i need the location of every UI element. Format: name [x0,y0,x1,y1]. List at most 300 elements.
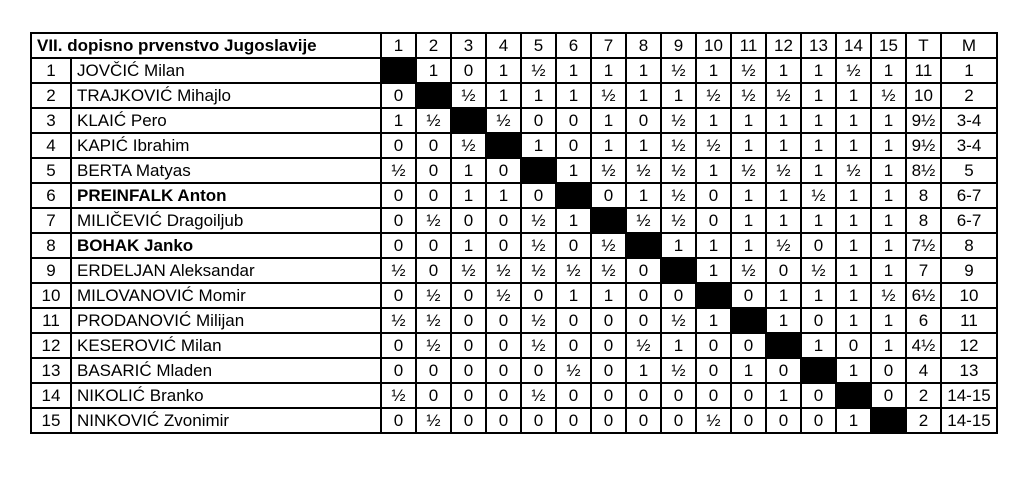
result-cell: 0 [416,233,451,258]
diagonal-cell [451,108,486,133]
result-cell: ½ [661,133,696,158]
result-cell: ½ [556,258,591,283]
player-name: TRAJKOVIĆ Mihajlo [71,83,381,108]
diagonal-cell [556,183,591,208]
result-cell: ½ [661,58,696,83]
table-title: VII. dopisno prvenstvo Jugoslavije [31,33,381,58]
result-cell: 1 [696,308,731,333]
result-cell: 0 [556,308,591,333]
total-points: 8 [906,208,941,233]
final-place: 3-4 [941,133,997,158]
result-cell: 0 [626,308,661,333]
player-number: 7 [31,208,71,233]
result-cell: 0 [381,133,416,158]
result-cell: 0 [416,383,451,408]
result-cell: 0 [696,208,731,233]
result-cell: 1 [836,108,871,133]
result-cell: 1 [731,108,766,133]
player-number: 3 [31,108,71,133]
result-cell: 0 [731,408,766,433]
result-cell: 1 [626,358,661,383]
result-cell: ½ [416,283,451,308]
result-cell: 0 [486,408,521,433]
result-cell: 1 [801,283,836,308]
diagonal-cell [381,58,416,83]
result-cell: 0 [381,283,416,308]
result-cell: 0 [591,333,626,358]
result-cell: 1 [486,58,521,83]
result-cell: ½ [591,233,626,258]
total-points: 9½ [906,108,941,133]
final-place: 13 [941,358,997,383]
result-cell: 0 [591,183,626,208]
result-cell: 0 [451,358,486,383]
player-row [31,408,997,433]
result-cell: 1 [801,58,836,83]
result-cell: ½ [381,383,416,408]
result-cell: ½ [731,258,766,283]
result-cell: 0 [521,283,556,308]
final-place: 1 [941,58,997,83]
result-cell: 0 [766,258,801,283]
player-name: JOVČIĆ Milan [71,58,381,83]
result-cell: 0 [661,383,696,408]
result-cell: 0 [451,408,486,433]
result-cell: 0 [626,108,661,133]
player-row [31,383,997,408]
result-cell: 0 [451,283,486,308]
result-cell: 1 [556,158,591,183]
result-cell: ½ [381,258,416,283]
result-cell: ½ [696,408,731,433]
result-cell: ½ [521,258,556,283]
column-header: 5 [521,33,556,58]
player-name: NIKOLIĆ Branko [71,383,381,408]
final-place: 6-7 [941,208,997,233]
result-cell: ½ [661,108,696,133]
result-cell: ½ [731,83,766,108]
result-cell: 1 [731,183,766,208]
final-place: 12 [941,333,997,358]
result-cell: ½ [381,158,416,183]
result-cell: ½ [556,358,591,383]
player-name: KAPIĆ Ibrahim [71,133,381,158]
result-cell: 0 [626,283,661,308]
result-cell: 1 [871,58,906,83]
result-cell: 0 [871,358,906,383]
result-cell: 1 [836,133,871,158]
player-row [31,358,997,383]
result-cell: 0 [591,358,626,383]
result-cell: ½ [416,108,451,133]
column-header: 10 [696,33,731,58]
result-cell: ½ [626,333,661,358]
result-cell: ½ [486,258,521,283]
result-cell: 1 [766,133,801,158]
result-cell: 0 [521,358,556,383]
result-cell: 0 [556,133,591,158]
result-cell: 0 [661,408,696,433]
diagonal-cell [591,208,626,233]
result-cell: ½ [661,308,696,333]
result-cell: 1 [766,308,801,333]
result-cell: 0 [801,233,836,258]
column-header: M [941,33,997,58]
player-number: 12 [31,333,71,358]
player-number: 6 [31,183,71,208]
result-cell: 0 [556,233,591,258]
result-cell: 0 [486,208,521,233]
result-cell: 0 [661,283,696,308]
player-row [31,208,997,233]
result-cell: ½ [731,58,766,83]
result-cell: 0 [416,158,451,183]
result-cell: 1 [871,258,906,283]
result-cell: ½ [731,158,766,183]
final-place: 6-7 [941,183,997,208]
column-header: 3 [451,33,486,58]
result-cell: 0 [451,208,486,233]
total-points: 9½ [906,133,941,158]
result-cell: 0 [591,408,626,433]
player-row [31,58,997,83]
result-cell: 0 [801,408,836,433]
result-cell: 0 [416,183,451,208]
result-cell: 0 [416,133,451,158]
player-row [31,158,997,183]
player-row [31,233,997,258]
diagonal-cell [696,283,731,308]
result-cell: 0 [556,383,591,408]
result-cell: 1 [871,308,906,333]
result-cell: ½ [661,158,696,183]
result-cell: 1 [451,233,486,258]
result-cell: 1 [836,233,871,258]
diagonal-cell [661,258,696,283]
result-cell: 0 [486,383,521,408]
column-header: 9 [661,33,696,58]
player-name: MILIČEVIĆ Dragoiljub [71,208,381,233]
result-cell: ½ [836,58,871,83]
result-cell: 1 [696,158,731,183]
diagonal-cell [836,383,871,408]
result-cell: ½ [521,333,556,358]
result-cell: ½ [871,83,906,108]
result-cell: ½ [521,233,556,258]
result-cell: 1 [731,208,766,233]
final-place: 8 [941,233,997,258]
player-name: BERTA Matyas [71,158,381,183]
header-row [31,33,997,58]
column-header: T [906,33,941,58]
result-cell: 1 [766,208,801,233]
result-cell: 0 [556,408,591,433]
result-cell: ½ [696,83,731,108]
result-cell: 0 [731,283,766,308]
column-header: 1 [381,33,416,58]
result-cell: 1 [871,208,906,233]
result-cell: 1 [871,333,906,358]
player-name: KLAIĆ Pero [71,108,381,133]
result-cell: ½ [661,183,696,208]
final-place: 11 [941,308,997,333]
diagonal-cell [801,358,836,383]
result-cell: 1 [801,108,836,133]
player-name: ERDELJAN Aleksandar [71,258,381,283]
total-points: 11 [906,58,941,83]
total-points: 8 [906,183,941,208]
final-place: 9 [941,258,997,283]
result-cell: 1 [661,83,696,108]
total-points: 4 [906,358,941,383]
total-points: 2 [906,408,941,433]
result-cell: ½ [451,258,486,283]
table-body [31,58,997,433]
result-cell: 0 [451,308,486,333]
diagonal-cell [731,308,766,333]
total-points: 7 [906,258,941,283]
result-cell: ½ [416,408,451,433]
player-name: BASARIĆ Mladen [71,358,381,383]
result-cell: 1 [381,108,416,133]
result-cell: 1 [871,108,906,133]
result-cell: ½ [626,208,661,233]
result-cell: 1 [591,133,626,158]
result-cell: ½ [871,283,906,308]
player-number: 13 [31,358,71,383]
player-number: 9 [31,258,71,283]
result-cell: 1 [766,58,801,83]
result-cell: ½ [381,308,416,333]
result-cell: 1 [696,58,731,83]
result-cell: 1 [836,283,871,308]
column-header: 8 [626,33,661,58]
result-cell: 0 [626,408,661,433]
total-points: 6½ [906,283,941,308]
result-cell: 1 [626,58,661,83]
total-points: 8½ [906,158,941,183]
total-points: 2 [906,383,941,408]
result-cell: 1 [731,133,766,158]
result-cell: 0 [871,383,906,408]
result-cell: 1 [801,83,836,108]
result-cell: 0 [731,383,766,408]
result-cell: 1 [836,408,871,433]
player-row [31,308,997,333]
result-cell: 1 [556,208,591,233]
result-cell: ½ [836,158,871,183]
total-points: 6 [906,308,941,333]
result-cell: 0 [451,333,486,358]
result-cell: ½ [591,158,626,183]
result-cell: 0 [381,183,416,208]
result-cell: ½ [591,83,626,108]
column-header: 11 [731,33,766,58]
player-row [31,83,997,108]
result-cell: 1 [766,108,801,133]
result-cell: 1 [731,233,766,258]
result-cell: ½ [486,108,521,133]
result-cell: 0 [381,208,416,233]
result-cell: ½ [521,308,556,333]
result-cell: 1 [591,283,626,308]
result-cell: ½ [626,158,661,183]
result-cell: ½ [766,158,801,183]
player-number: 5 [31,158,71,183]
player-name: BOHAK Janko [71,233,381,258]
result-cell: 0 [591,308,626,333]
result-cell: 0 [696,333,731,358]
result-cell: 0 [416,358,451,383]
column-header: 15 [871,33,906,58]
result-cell: 0 [521,183,556,208]
player-name: PRODANOVIĆ Milijan [71,308,381,333]
result-cell: 0 [486,158,521,183]
result-cell: ½ [661,358,696,383]
result-cell: 1 [521,83,556,108]
total-points: 7½ [906,233,941,258]
player-number: 8 [31,233,71,258]
result-cell: 0 [381,233,416,258]
result-cell: 0 [626,258,661,283]
result-cell: 0 [556,108,591,133]
result-cell: 0 [486,308,521,333]
result-cell: 1 [801,208,836,233]
result-cell: ½ [591,258,626,283]
result-cell: 0 [381,333,416,358]
result-cell: ½ [696,133,731,158]
final-place: 5 [941,158,997,183]
diagonal-cell [871,408,906,433]
result-cell: 1 [626,133,661,158]
final-place: 14-15 [941,408,997,433]
result-cell: 0 [381,358,416,383]
player-number: 14 [31,383,71,408]
result-cell: 1 [731,358,766,383]
player-name: PREINFALK Anton [71,183,381,208]
player-number: 1 [31,58,71,83]
diagonal-cell [521,158,556,183]
final-place: 14-15 [941,383,997,408]
result-cell: 0 [521,108,556,133]
result-cell: 1 [486,183,521,208]
diagonal-cell [486,133,521,158]
player-number: 15 [31,408,71,433]
result-cell: 1 [626,83,661,108]
final-place: 10 [941,283,997,308]
result-cell: 1 [836,183,871,208]
result-cell: ½ [521,58,556,83]
column-header: 7 [591,33,626,58]
result-cell: 0 [486,358,521,383]
player-row [31,283,997,308]
result-cell: 0 [696,383,731,408]
result-cell: 1 [871,233,906,258]
result-cell: 0 [766,358,801,383]
result-cell: 1 [556,283,591,308]
player-row [31,183,997,208]
result-cell: 0 [696,183,731,208]
result-cell: 0 [381,408,416,433]
result-cell: 1 [416,58,451,83]
result-cell: 0 [451,58,486,83]
result-cell: ½ [766,83,801,108]
result-cell: 0 [416,258,451,283]
result-cell: ½ [486,283,521,308]
column-header: 4 [486,33,521,58]
result-cell: 1 [521,133,556,158]
result-cell: 0 [486,233,521,258]
result-cell: 1 [871,158,906,183]
result-cell: 1 [801,158,836,183]
result-cell: 1 [556,58,591,83]
result-cell: 1 [766,283,801,308]
result-cell: 0 [801,383,836,408]
column-header: 12 [766,33,801,58]
player-row [31,258,997,283]
result-cell: 1 [591,58,626,83]
player-number: 2 [31,83,71,108]
result-cell: 1 [836,358,871,383]
result-cell: 1 [661,333,696,358]
result-cell: 1 [871,133,906,158]
result-cell: 0 [451,383,486,408]
result-cell: 1 [766,183,801,208]
result-cell: ½ [801,258,836,283]
result-cell: 1 [801,333,836,358]
column-header: 2 [416,33,451,58]
diagonal-cell [766,333,801,358]
result-cell: 1 [871,183,906,208]
result-cell: 1 [451,183,486,208]
result-cell: 0 [381,83,416,108]
result-cell: 1 [766,383,801,408]
result-cell: 1 [696,233,731,258]
player-number: 10 [31,283,71,308]
result-cell: 0 [731,333,766,358]
result-cell: 0 [626,383,661,408]
column-header: 6 [556,33,591,58]
diagonal-cell [416,83,451,108]
result-cell: 1 [556,83,591,108]
result-cell: 1 [626,183,661,208]
result-cell: 0 [521,408,556,433]
result-cell: ½ [451,133,486,158]
player-name: MILOVANOVIĆ Momir [71,283,381,308]
column-header: 14 [836,33,871,58]
result-cell: 0 [486,333,521,358]
diagonal-cell [626,233,661,258]
final-place: 3-4 [941,108,997,133]
result-cell: ½ [416,333,451,358]
result-cell: ½ [416,308,451,333]
result-cell: 1 [801,133,836,158]
result-cell: ½ [521,208,556,233]
result-cell: 0 [591,383,626,408]
result-cell: 1 [696,258,731,283]
result-cell: 1 [661,233,696,258]
final-place: 2 [941,83,997,108]
player-number: 4 [31,133,71,158]
result-cell: 1 [836,308,871,333]
result-cell: ½ [451,83,486,108]
player-row [31,108,997,133]
player-row [31,133,997,158]
total-points: 4½ [906,333,941,358]
result-cell: ½ [801,183,836,208]
result-cell: 1 [591,108,626,133]
player-number: 11 [31,308,71,333]
